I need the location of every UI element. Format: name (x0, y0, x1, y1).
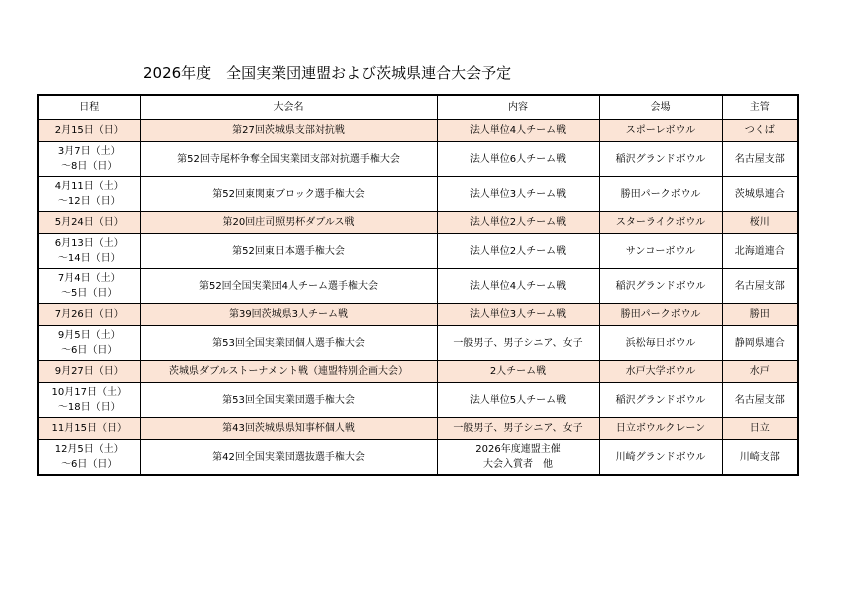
date-line-2: ～8日（日） (61, 161, 118, 172)
date-line-1: 7月26日（日） (54, 309, 124, 320)
cell-content (437, 120, 599, 142)
cell-venue: 稲沢グランドボウル (599, 142, 722, 177)
date-line-1: 9月27日（日） (54, 366, 124, 377)
table-row (38, 304, 798, 326)
cell-date (38, 383, 140, 418)
column-header-host: 主管 (722, 95, 798, 120)
cell-content (437, 326, 599, 361)
table-row (38, 383, 798, 418)
cell-date (38, 212, 140, 234)
cell-content (437, 212, 599, 234)
cell-host: 川崎支部 (722, 440, 798, 476)
table-row (38, 177, 798, 212)
cell-event-name: 第53回全国実業団個人選手権大会 (140, 326, 437, 361)
content-line-1: 一般男子、男子シニア、女子 (453, 337, 583, 349)
content-line-1: 一般男子、男子シニア、女子 (453, 423, 583, 434)
content-line-1: 法人単位2人チーム戦 (469, 217, 567, 228)
cell-date (38, 304, 140, 326)
column-header-content: 内容 (437, 95, 599, 120)
content-line-1: 法人単位3人チーム戦 (469, 188, 567, 200)
table-row (38, 418, 798, 440)
schedule-table (37, 94, 799, 476)
cell-event-name: 第53回全国実業団選手権大会 (140, 383, 437, 418)
cell-host: 日立 (722, 418, 798, 440)
cell-venue: サンコーボウル (599, 234, 722, 269)
table-row (38, 120, 798, 142)
cell-host: 桜川 (722, 212, 798, 234)
cell-content (437, 269, 599, 304)
date-line-2: ～5日（日） (61, 288, 118, 299)
date-line-1: 11月15日（日） (51, 423, 127, 434)
cell-venue: 浜松毎日ボウル (599, 326, 722, 361)
cell-venue: 稲沢グランドボウル (599, 269, 722, 304)
date-line-2: ～18日（日） (57, 402, 121, 413)
content-line-1: 法人単位4人チーム戦 (469, 125, 567, 136)
cell-host: 水戸 (722, 361, 798, 383)
date-line-2: ～6日（日） (61, 345, 118, 356)
cell-event-name: 第52回寺尾杯争奪全国実業団支部対抗選手権大会 (140, 142, 437, 177)
cell-event-name: 第43回茨城県県知事杯個人戦 (140, 418, 437, 440)
cell-content (437, 304, 599, 326)
cell-event-name: 第52回東日本選手権大会 (140, 234, 437, 269)
cell-date (38, 120, 140, 142)
column-header-date: 日程 (38, 95, 140, 120)
page-title: 2026年度 全国実業団連盟および茨城県連合大会予定 (143, 64, 512, 82)
date-line-1: 6月13日（土） (54, 238, 124, 249)
date-line-1: 12月5日（土） (54, 444, 124, 455)
cell-venue: 稲沢グランドボウル (599, 383, 722, 418)
cell-venue: 勝田パークボウル (599, 177, 722, 212)
cell-content (437, 383, 599, 418)
cell-host: 北海道連合 (722, 234, 798, 269)
cell-venue: 日立ボウルクレーン (599, 418, 722, 440)
date-line-1: 7月4日（土） (57, 273, 121, 284)
date-line-2: ～14日（日） (57, 253, 121, 264)
table-body (38, 120, 798, 476)
cell-date (38, 326, 140, 361)
cell-event-name: 第52回全国実業団4人チーム選手権大会 (140, 269, 437, 304)
cell-venue: スターライクボウル (599, 212, 722, 234)
cell-host: 名古屋支部 (722, 142, 798, 177)
table-row (38, 142, 798, 177)
cell-content (437, 234, 599, 269)
content-line-1: 法人単位5人チーム戦 (469, 394, 567, 406)
date-line-2: ～6日（日） (61, 459, 118, 470)
cell-date (38, 361, 140, 383)
cell-date (38, 142, 140, 177)
date-line-1: 4月11日（土） (54, 181, 124, 192)
cell-content (437, 440, 599, 476)
cell-date (38, 440, 140, 476)
cell-event-name: 茨城県ダブルストーナメント戦（連盟特別企画大会） (140, 361, 437, 383)
cell-venue: 勝田パークボウル (599, 304, 722, 326)
cell-content (437, 418, 599, 440)
cell-host: 勝田 (722, 304, 798, 326)
cell-date (38, 418, 140, 440)
date-line-1: 9月5日（土） (57, 330, 121, 341)
table-row (38, 361, 798, 383)
cell-date (38, 234, 140, 269)
content-line-1: 2人チーム戦 (489, 366, 547, 377)
content-line-2: 大会入賞者 他 (483, 459, 553, 470)
date-line-1: 3月7日（土） (57, 146, 121, 157)
cell-event-name: 第52回東関東ブロック選手権大会 (140, 177, 437, 212)
cell-content (437, 361, 599, 383)
table-header-row (38, 95, 798, 120)
cell-host: つくば (722, 120, 798, 142)
table-row (38, 269, 798, 304)
cell-event-name: 第42回全国実業団選抜選手権大会 (140, 440, 437, 476)
date-line-1: 10月17日（土） (51, 387, 127, 398)
cell-venue: 川崎グランドボウル (599, 440, 722, 476)
content-line-1: 法人単位2人チーム戦 (469, 245, 567, 257)
content-line-1: 法人単位6人チーム戦 (469, 153, 567, 165)
column-header-venue: 会場 (599, 95, 722, 120)
cell-date (38, 177, 140, 212)
cell-date (38, 269, 140, 304)
table-row (38, 212, 798, 234)
table-row (38, 326, 798, 361)
cell-host: 名古屋支部 (722, 269, 798, 304)
cell-host: 名古屋支部 (722, 383, 798, 418)
cell-event-name: 第27回茨城県支部対抗戦 (140, 120, 437, 142)
cell-host: 茨城県連合 (722, 177, 798, 212)
cell-host: 静岡県連合 (722, 326, 798, 361)
cell-event-name: 第39回茨城県3人チーム戦 (140, 304, 437, 326)
column-header-event: 大会名 (140, 95, 437, 120)
date-line-2: ～12日（日） (57, 196, 121, 207)
cell-venue: 水戸大学ボウル (599, 361, 722, 383)
cell-content (437, 142, 599, 177)
cell-content (437, 177, 599, 212)
cell-venue: スポーレボウル (599, 120, 722, 142)
content-line-1: 法人単位4人チーム戦 (469, 280, 567, 292)
content-line-1: 法人単位3人チーム戦 (469, 309, 567, 320)
cell-event-name: 第20回庄司照男杯ダブルス戦 (140, 212, 437, 234)
date-line-1: 2月15日（日） (54, 125, 124, 136)
date-line-1: 5月24日（日） (54, 217, 124, 228)
table-row (38, 234, 798, 269)
table-row (38, 440, 798, 476)
content-line-1: 2026年度連盟主催 (475, 444, 561, 455)
